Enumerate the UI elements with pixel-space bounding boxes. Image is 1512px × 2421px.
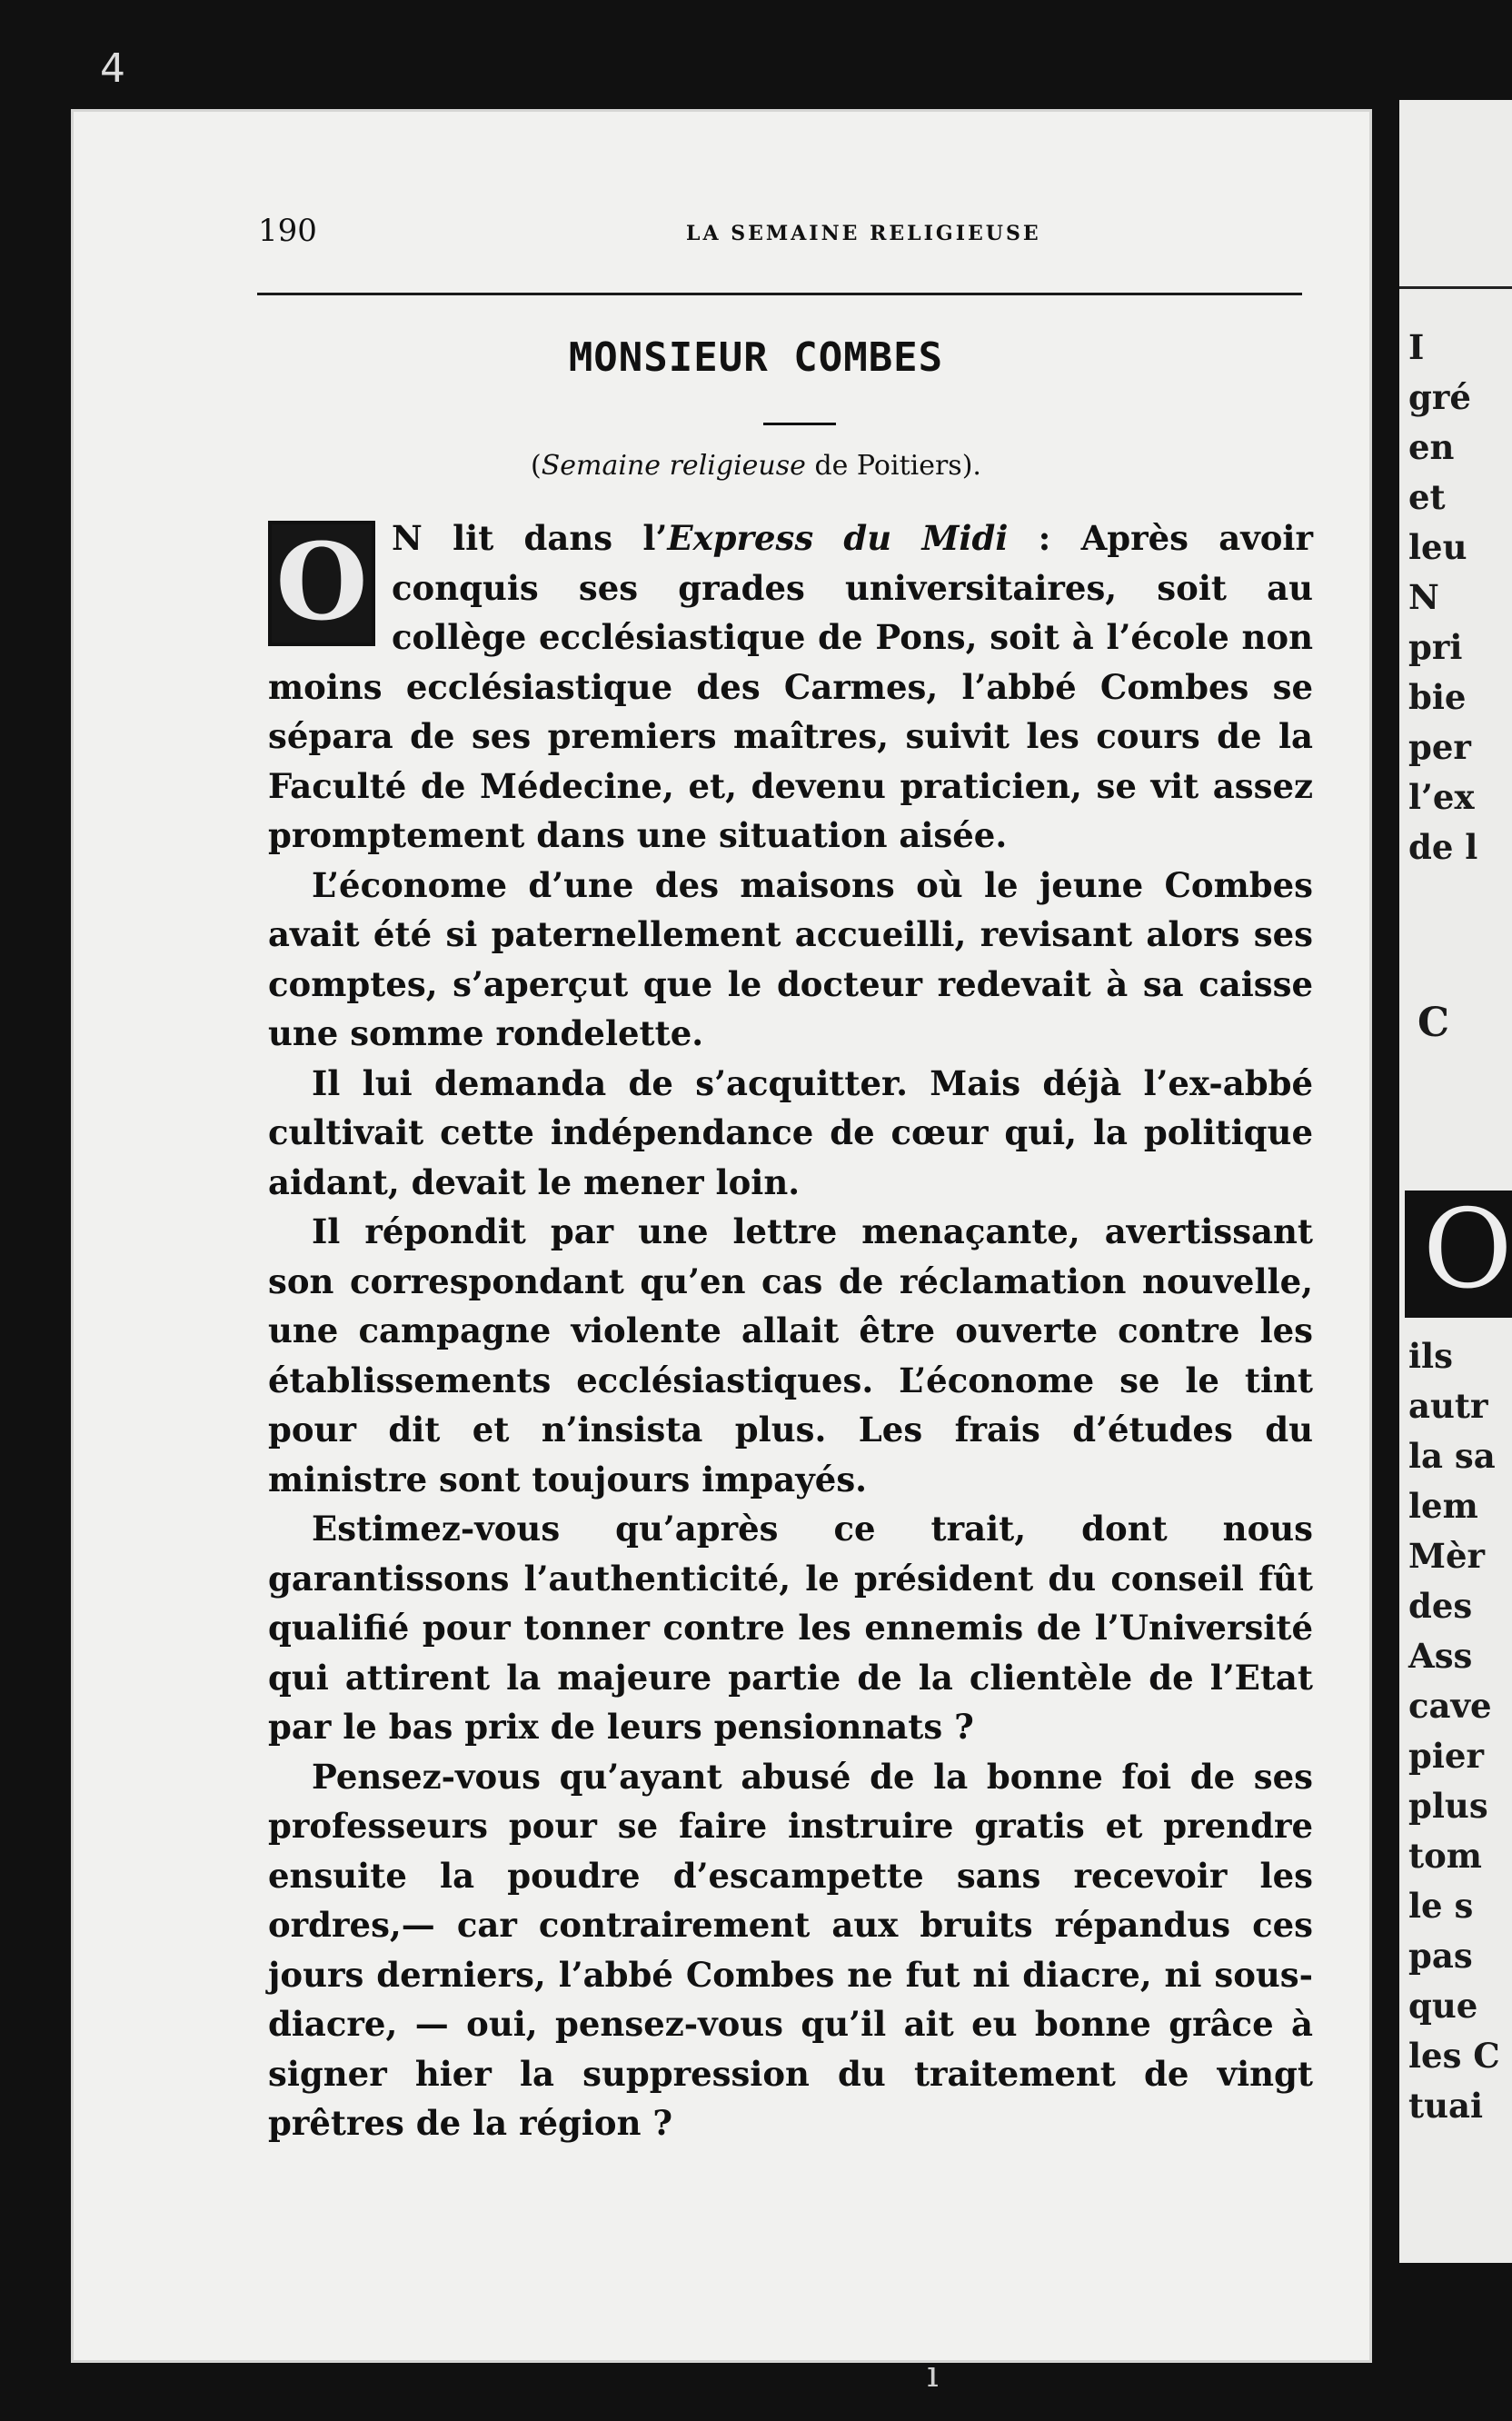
film-bottom-mark: ı bbox=[927, 2354, 939, 2396]
paragraph-6: Pensez-vous qu’ayant abusé de la bonne foi de ses professeurs pour se faire instruire gratis et prendre ensuite la poudre d’escampette sans recevoir les ordres,— car contrairement aux bruits répandus ces jours derniers, l’abbé Combes ne fut ni diacre, ni sous-diacre, — oui, pensez-vous qu’il ait eu bonne grâce à signer hier la suppression du traitement de vingt prêtres de la région ? bbox=[268, 1756, 1313, 2143]
article-source bbox=[0, 450, 1512, 482]
adjacent-line: que bbox=[1408, 1986, 1478, 2026]
adjacent-line: Mèr bbox=[1408, 1536, 1485, 1576]
adjacent-line: tuai bbox=[1408, 2086, 1484, 2126]
adjacent-line: Ass bbox=[1408, 1636, 1473, 1676]
source-italic: Semaine religieuse bbox=[541, 450, 806, 482]
adjacent-line: les C bbox=[1408, 2036, 1500, 2076]
adjacent-page-rule bbox=[1399, 286, 1512, 289]
drop-cap-initial: O bbox=[268, 521, 375, 646]
adjacent-line: lem bbox=[1408, 1486, 1478, 1526]
adjacent-line: le s bbox=[1408, 1886, 1474, 1926]
adjacent-drop-cap: O bbox=[1405, 1191, 1512, 1318]
adjacent-line: pri bbox=[1408, 627, 1463, 667]
paragraph-4: Il répondit par une lettre menaçante, avertissant son correspondant qu’en cas de réclamation nouvelle, une campagne violente allait être ouverte contre les établissements ecclésiastiques. L’économe se le tint pour dit et n’insista plus. Les frais d’études du ministre sont toujours impayés. bbox=[268, 1211, 1313, 1499]
adjacent-line: pier bbox=[1408, 1736, 1484, 1776]
source-open: ( bbox=[531, 450, 542, 482]
adjacent-line: cave bbox=[1408, 1686, 1492, 1726]
adjacent-line: la sa bbox=[1408, 1436, 1496, 1476]
adjacent-line: leu bbox=[1408, 527, 1467, 567]
adjacent-line: ils bbox=[1408, 1336, 1453, 1376]
adjacent-page-edge bbox=[1399, 100, 1512, 2263]
adjacent-line: et bbox=[1408, 477, 1446, 517]
adjacent-line: I bbox=[1408, 327, 1425, 367]
running-head: LA SEMAINE RELIGIEUSE bbox=[686, 222, 1041, 245]
page-header bbox=[182, 211, 1308, 265]
adjacent-line: bie bbox=[1408, 677, 1467, 717]
adjacent-line: de l bbox=[1408, 827, 1478, 867]
adjacent-line: pas bbox=[1408, 1936, 1473, 1976]
adjacent-heading: C bbox=[1418, 1000, 1450, 1046]
p1-italic-reference: Express du Midi bbox=[667, 518, 1009, 558]
adjacent-line: N bbox=[1408, 577, 1439, 617]
adjacent-line: plus bbox=[1408, 1786, 1488, 1826]
source-rest: de Poitiers). bbox=[805, 450, 981, 482]
paragraph-5: Estimez-vous qu’après ce trait, dont nous garantissons l’authenticité, le président du conseil fût qualifié pour tonner contre les ennemis de l’Université qui attirent la majeure partie de la clientèle de l’Etat par le bas prix de leurs pensionnats ? bbox=[268, 1509, 1313, 1747]
paragraph-2: L’économe d’une des maisons où le jeune Combes avait été si paternellement accueilli, revisant alors ses comptes, s’aperçut que le docteur redevait à sa caisse une somme rondelette. bbox=[268, 864, 1313, 1053]
film-edge-mark: 4 bbox=[100, 45, 125, 92]
article-body bbox=[268, 513, 1313, 2148]
adjacent-line: l’ex bbox=[1408, 777, 1475, 817]
adjacent-line: per bbox=[1408, 727, 1471, 767]
adjacent-line: tom bbox=[1408, 1836, 1482, 1876]
header-rule bbox=[257, 293, 1302, 295]
title-rule bbox=[763, 423, 836, 425]
paragraph-1 bbox=[268, 513, 1313, 861]
adjacent-line: des bbox=[1408, 1586, 1473, 1626]
page-number: 190 bbox=[258, 213, 317, 249]
p1-rest: : Après avoir conquis ses grades universitaires, soit au collège ecclésiastique de Pons, soit à l’école non moins ecclésiastique des Carmes, l’abbé Combes se sépara de ses premiers maîtres, suivit les cours de la Faculté de Médecine, et, devenu praticien, se vit assez promptement dans une situation aisée. bbox=[268, 518, 1313, 855]
adjacent-line: gré bbox=[1408, 377, 1471, 417]
paragraph-3: Il lui demanda de s’acquitter. Mais déjà l’ex-abbé cultivait cette indépendance de cœur qui, la politique aidant, devait le mener loin. bbox=[268, 1062, 1313, 1202]
adjacent-line: autr bbox=[1408, 1386, 1488, 1426]
adjacent-line: en bbox=[1408, 427, 1455, 467]
p1-lead: N lit dans l’ bbox=[392, 518, 668, 558]
article-title: MONSIEUR COMBES bbox=[568, 334, 944, 381]
